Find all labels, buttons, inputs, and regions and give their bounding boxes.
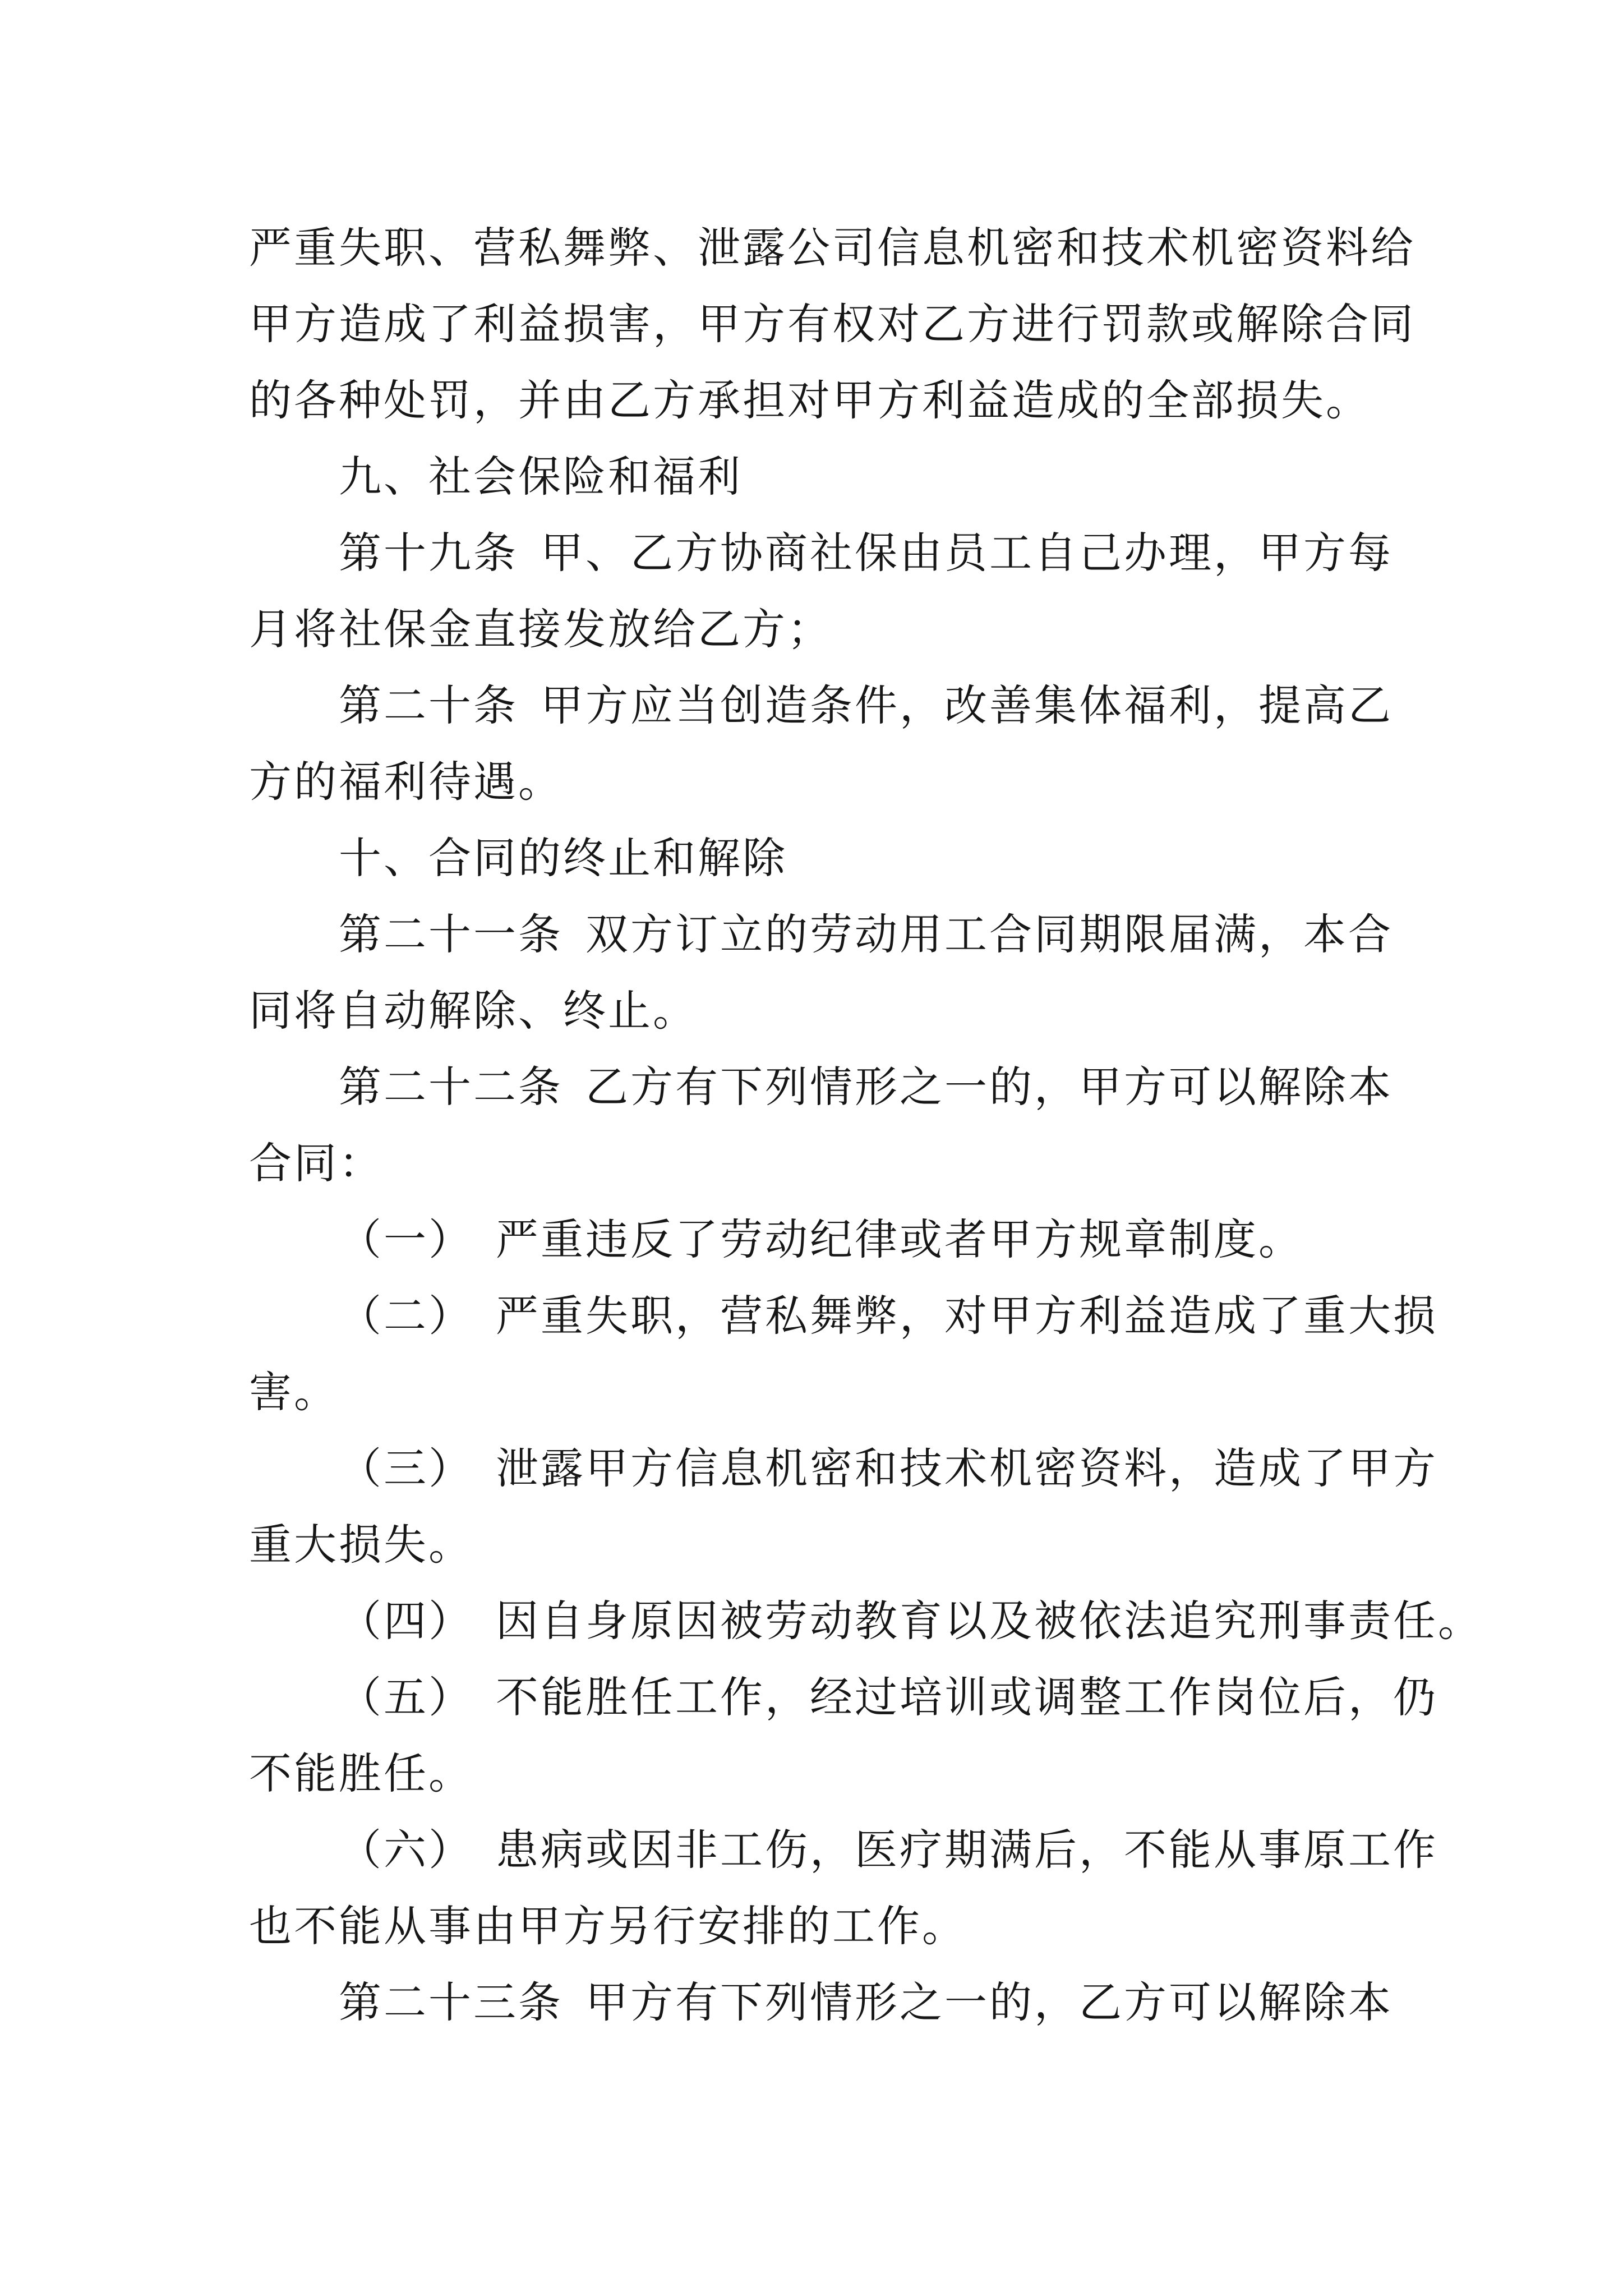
list-item	[249, 1202, 1376, 1278]
text-line	[249, 973, 1376, 1049]
text-line	[249, 744, 1376, 820]
list-text: 不能胜任工作，经过培训或调整工作岗位后，仍	[496, 1672, 1438, 1722]
article-line	[249, 1964, 1393, 2041]
line-text: 也不能从事由甲方另行安排的工作。	[249, 1901, 967, 1951]
heading-text: 十、合同的终止和解除	[339, 833, 787, 883]
article-number: 第二十条	[339, 680, 518, 730]
article-line	[249, 515, 1393, 591]
list-text: 患病或因非工伤，医疗期满后，不能从事原工作	[496, 1825, 1438, 1875]
list-item	[249, 1659, 1438, 1736]
article-text: 甲方应当创造条件，改善集体福利，提高乙	[541, 680, 1393, 730]
line-text: 合同：	[249, 1138, 384, 1188]
line-text: 严重失职、营私舞弊、泄露公司信息机密和技术机密资料给	[249, 223, 1415, 273]
article-number: 第二十三条	[339, 1977, 563, 2027]
text-line	[249, 591, 1376, 668]
list-marker: （六）	[339, 1825, 473, 1875]
list-text: 严重违反了劳动纪律或者甲方规章制度。	[496, 1214, 1303, 1264]
article-line	[249, 896, 1393, 973]
line-text: 同将自动解除、终止。	[249, 986, 698, 1036]
list-item	[249, 1278, 1438, 1354]
text-line	[249, 210, 1415, 286]
list-text: 严重失职，营私舞弊，对甲方利益造成了重大损	[496, 1291, 1438, 1341]
list-marker: （一）	[339, 1214, 473, 1264]
line-text: 不能胜任。	[249, 1749, 473, 1798]
list-text: 泄露甲方信息机密和技术机密资料，造成了甲方	[496, 1443, 1438, 1493]
document-body	[249, 210, 1483, 2041]
article-text: 乙方有下列情形之一的，甲方可以解除本	[585, 1062, 1393, 1112]
list-text: 因自身原因被劳动教育以及被依法追究刑事责任。	[496, 1596, 1483, 1646]
article-text: 双方订立的劳动用工合同期限届满，本合	[585, 909, 1393, 959]
text-line	[249, 1354, 1376, 1430]
article-text: 甲方有下列情形之一的，乙方可以解除本	[585, 1977, 1393, 2027]
text-line	[249, 1888, 1376, 1964]
line-text: 害。	[249, 1367, 339, 1417]
article-text: 甲、乙方协商社保由员工自己办理，甲方每	[541, 528, 1393, 578]
list-item	[249, 1583, 1483, 1659]
text-line	[249, 286, 1415, 362]
list-marker: （五）	[339, 1672, 473, 1722]
article-number: 第二十一条	[339, 909, 563, 959]
line-text: 甲方造成了利益损害，甲方有权对乙方进行罚款或解除合同	[249, 299, 1415, 349]
list-marker: （四）	[339, 1596, 473, 1646]
article-line	[249, 668, 1393, 744]
line-text: 方的福利待遇。	[249, 757, 563, 807]
line-text: 重大损失。	[249, 1520, 473, 1570]
text-line	[249, 1736, 1376, 1812]
article-line	[249, 1049, 1393, 1125]
text-line	[249, 362, 1376, 439]
list-item	[249, 1812, 1438, 1888]
list-marker: （二）	[339, 1291, 473, 1341]
list-marker: （三）	[339, 1443, 473, 1493]
section-heading	[249, 820, 1376, 896]
text-line	[249, 1125, 1376, 1202]
article-number: 第二十二条	[339, 1062, 563, 1112]
article-number: 第十九条	[339, 528, 518, 578]
section-heading	[249, 439, 1376, 515]
list-item	[249, 1430, 1438, 1507]
text-line	[249, 1507, 1376, 1583]
line-text: 的各种处罚，并由乙方承担对甲方利益造成的全部损失。	[249, 375, 1371, 425]
heading-text: 九、社会保险和福利	[339, 452, 743, 501]
line-text: 月将社保金直接发放给乙方；	[249, 604, 832, 654]
